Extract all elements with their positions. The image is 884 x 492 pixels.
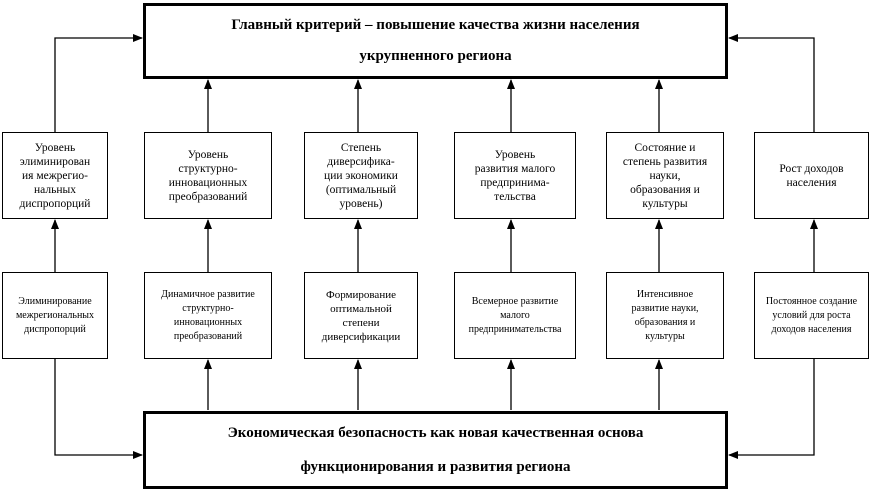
factor-box-income-growth: Постоянное создание условий для роста доходов населения: [754, 272, 869, 359]
arrow-criterion-income-growth-to-main: [729, 38, 814, 132]
criterion-box-interregional: Уровень элиминирован ия межрегио- нальных диспропорций: [2, 132, 108, 219]
arrow-criterion-interregional-to-main: [55, 38, 142, 132]
criterion-box-income-growth: Рост доходов населения: [754, 132, 869, 219]
economic-security-line-2: функционирования и развития региона: [300, 458, 571, 475]
factor-box-structural-innovation: Динамичное развитие структурно- инновационных преобразований: [144, 272, 272, 359]
arrow-factor-income-growth-to-security: [729, 359, 814, 455]
main-criterion-line-1: Главный критерий – повышение качества жизни населения: [231, 17, 640, 33]
criterion-box-small-business: Уровень развития малого предпринима- тельства: [454, 132, 576, 219]
main-criterion-box: [143, 3, 728, 79]
criterion-box-structural-innovation: Уровень структурно- инновационных преобразований: [144, 132, 272, 219]
factor-box-interregional: Элиминирование межрегиональных диспропорций: [2, 272, 108, 359]
economic-security-box: [143, 411, 728, 489]
economic-security-line-1: Экономическая безопасность как новая качественная основа: [227, 424, 644, 441]
arrow-factor-interregional-to-security: [55, 359, 142, 455]
criterion-box-diversification: Степень диверсифика- ции экономики (оптимальный уровень): [304, 132, 418, 219]
factor-box-small-business: Всемерное развитие малого предпринимательства: [454, 272, 576, 359]
connectors: [55, 38, 814, 455]
factor-box-science-education: Интенсивное развитие науки, образования и культуры: [606, 272, 724, 359]
criterion-box-science-education: Состояние и степень развития науки, образования и культуры: [606, 132, 724, 219]
main-criterion-line-2: укрупненного региона: [359, 48, 512, 64]
factor-box-diversification: Формирование оптимальной степени диверсификации: [304, 272, 418, 359]
